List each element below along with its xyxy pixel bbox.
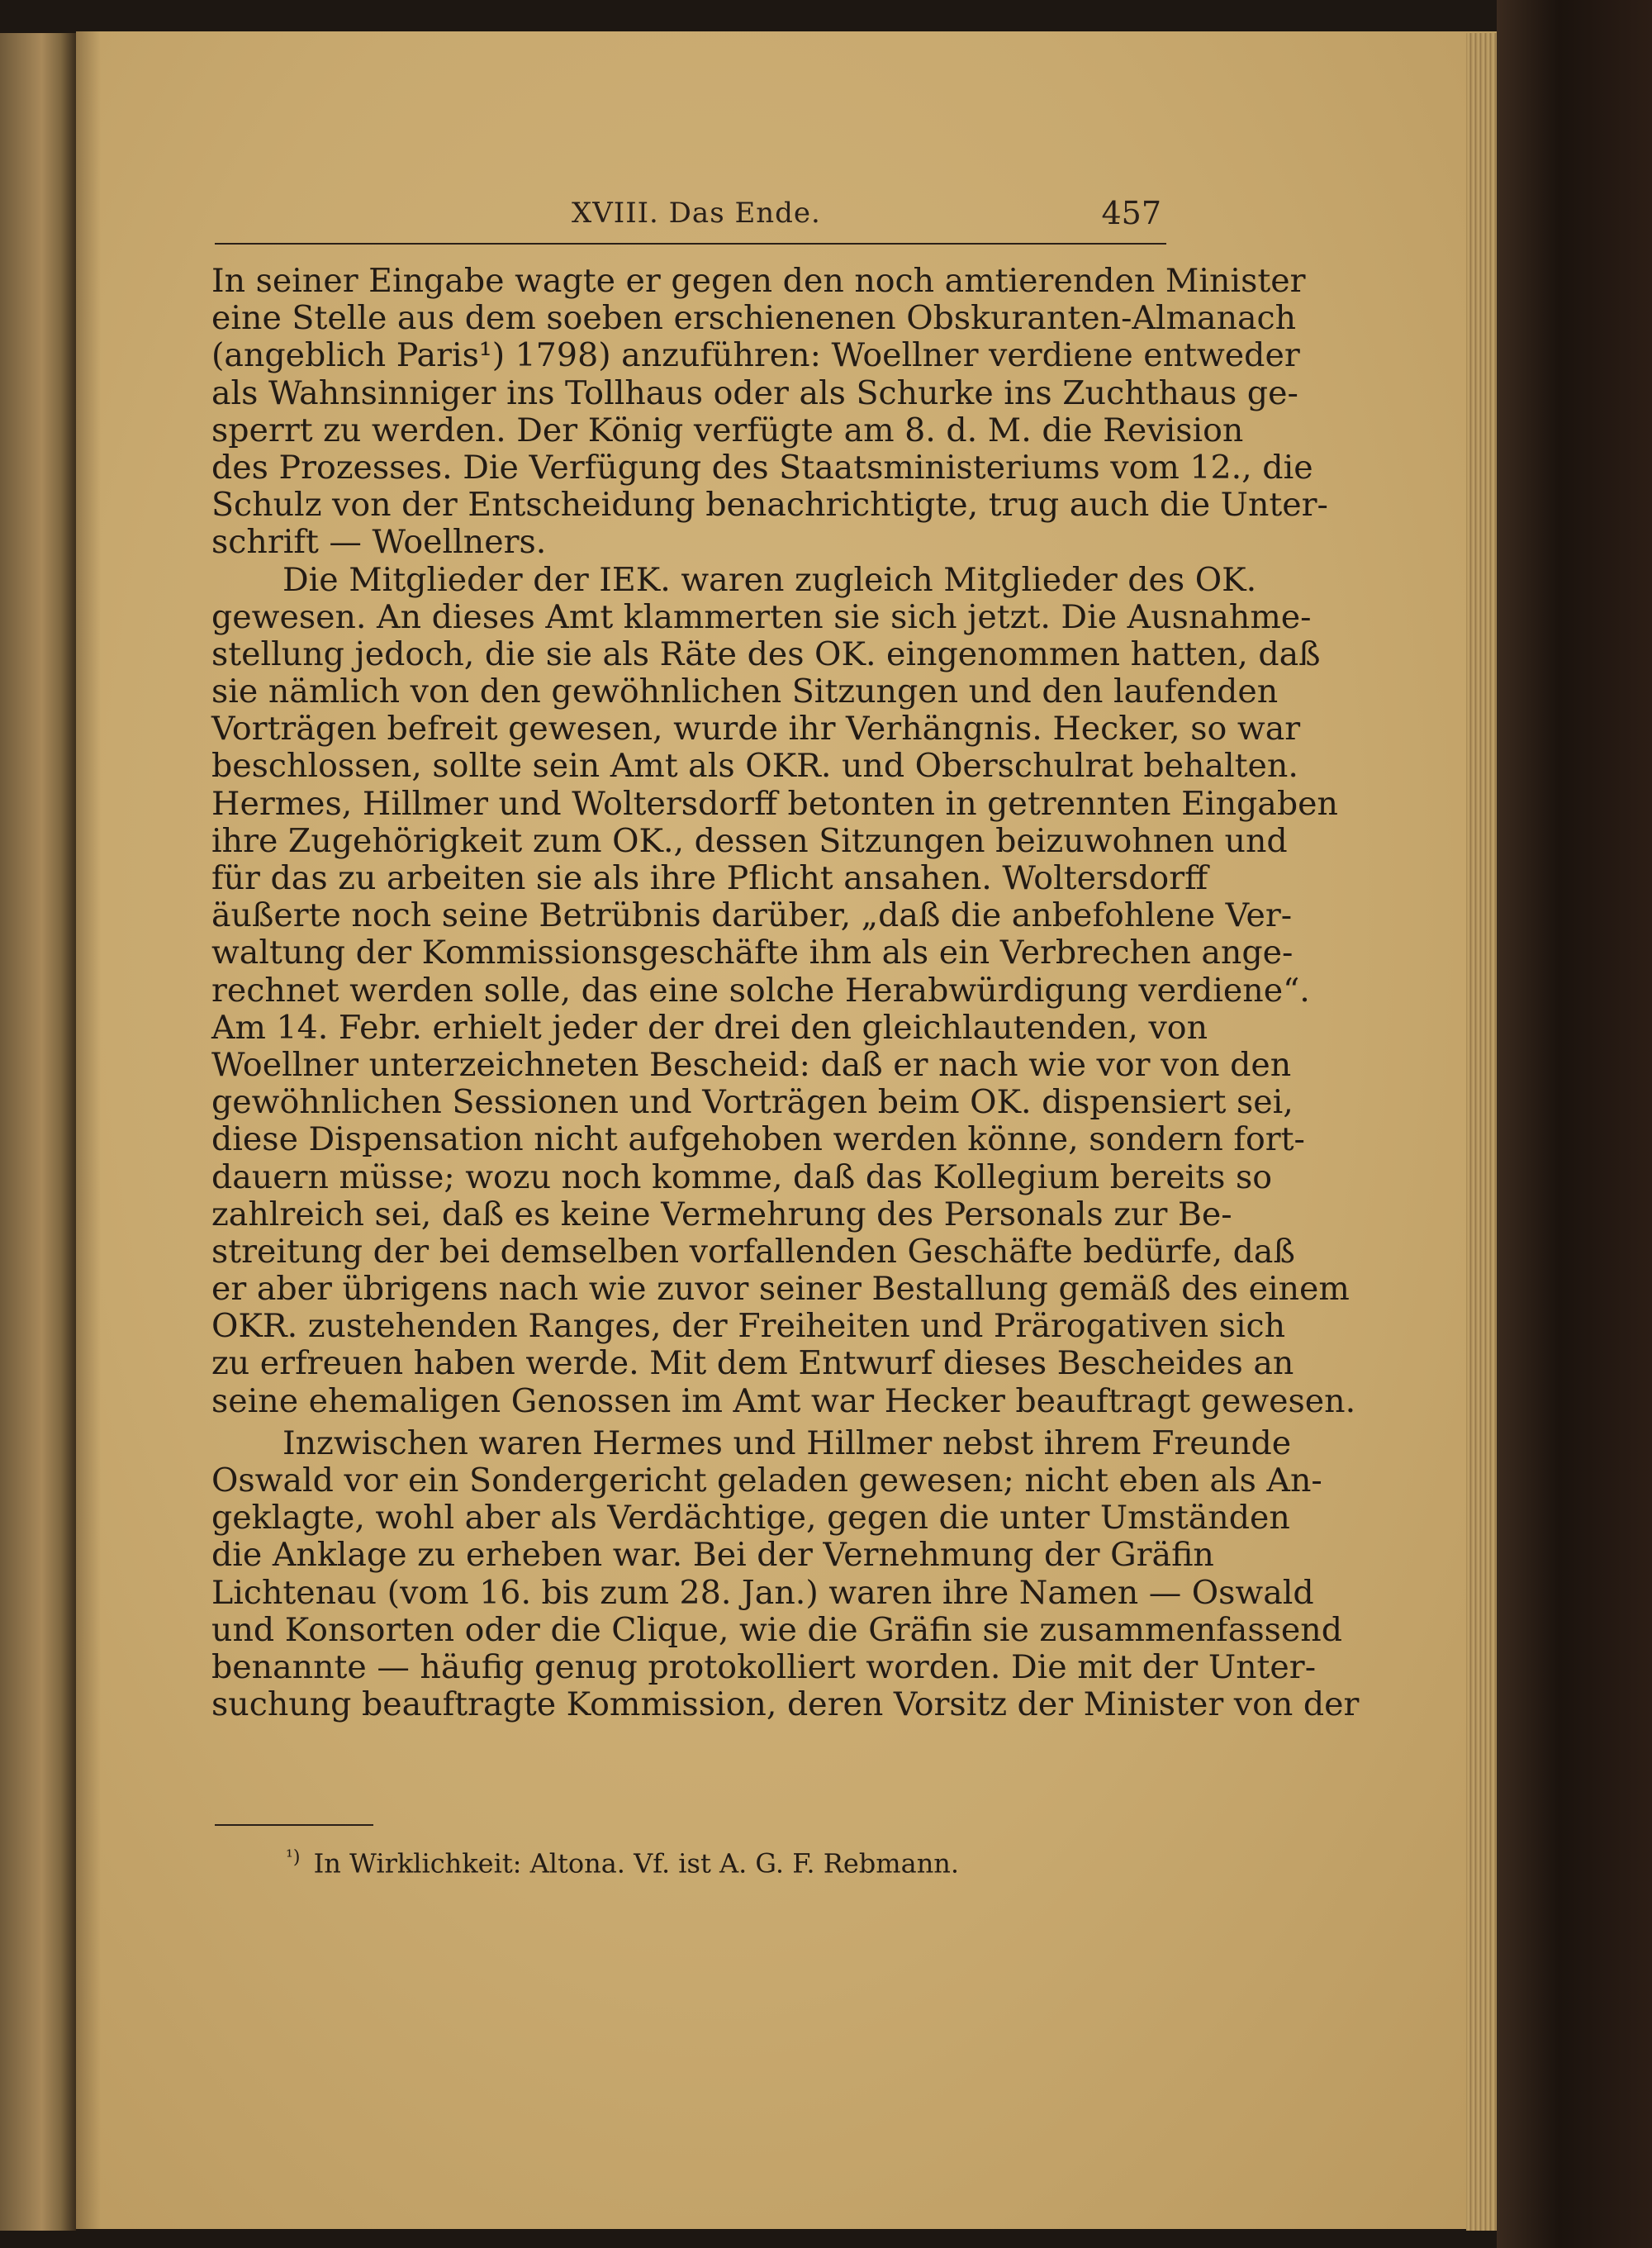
- body-text: [211, 262, 1360, 1724]
- text-line: Oswald vor ein Sondergericht geladen gewesen; nicht eben als An-: [211, 1461, 1322, 1499]
- text-line: als Wahnsinniger ins Tollhaus oder als Schurke ins Zuchthaus ge-: [211, 373, 1298, 412]
- text-line: streitung der bei demselben vorfallenden Geschäfte bedürfe, daß: [211, 1232, 1295, 1271]
- text-line: sie nämlich von den gewöhnlichen Sitzungen und den laufenden: [211, 672, 1279, 711]
- text-line: des Prozesses. Die Verfügung des Staatsministeriums vom 12., die: [211, 448, 1313, 487]
- footnote-mark: ¹): [286, 1847, 301, 1868]
- text-line: Woellner unterzeichneten Bescheid: daß er nach wie vor von den: [211, 1045, 1292, 1084]
- text-line: Die Mitglieder der IEK. waren zugleich Mitglieder des OK.: [282, 560, 1257, 599]
- text-line: In seiner Eingabe wagte er gegen den noch amtierenden Minister: [211, 262, 1306, 300]
- text-line: sperrt zu werden. Der König verfügte am 8. d. M. die Revision: [211, 411, 1244, 449]
- text-line: er aber übrigens nach wie zuvor seiner Bestallung gemäß des einem: [211, 1270, 1350, 1309]
- text-line: Lichtenau (vom 16. bis zum 28. Jan.) waren ihre Namen — Oswald: [211, 1573, 1314, 1612]
- text-line: für das zu arbeiten sie als ihre Pflicht ansahen. Woltersdorff: [211, 859, 1208, 897]
- text-line: Vorträgen befreit gewesen, wurde ihr Verhängnis. Hecker, so war: [211, 710, 1301, 749]
- text-line: OKR. zustehenden Ranges, der Freiheiten und Prärogativen sich: [211, 1307, 1286, 1346]
- text-line: gewesen. An dieses Amt klammerten sie sich jetzt. Die Ausnahme-: [211, 597, 1312, 636]
- text-line: gewöhnlichen Sessionen und Vorträgen beim OK. dispensiert sei,: [211, 1083, 1294, 1122]
- text-line: schrift — Woellners.: [211, 523, 547, 562]
- left-page-edge: [0, 33, 76, 2231]
- footnote: [286, 1847, 959, 1880]
- page-fore-edge: [1466, 33, 1497, 2231]
- text-line: Inzwischen waren Hermes und Hillmer nebst ihrem Freunde: [282, 1423, 1292, 1462]
- text-line: ihre Zugehörigkeit zum OK., dessen Sitzungen beizuwohnen und: [211, 821, 1288, 860]
- book-cover: [1497, 0, 1652, 2248]
- text-line: rechnet werden solle, das eine solche Herabwürdigung verdiene“.: [211, 971, 1310, 1010]
- text-line: dauern müsse; wozu noch komme, daß das Kollegium bereits so: [211, 1157, 1273, 1196]
- running-head: [215, 192, 1166, 245]
- footnote-text: In Wirklichkeit: Altona. Vf. ist A. G. F. Rebmann.: [313, 1847, 960, 1880]
- text-line: Am 14. Febr. erhielt jeder der drei den gleichlautenden, von: [211, 1008, 1208, 1047]
- text-line: die Anklage zu erheben war. Bei der Vernehmung der Gräfin: [211, 1536, 1214, 1575]
- text-line: eine Stelle aus dem soeben erschienenen Obskuranten-Almanach: [211, 299, 1297, 338]
- text-line: stellung jedoch, die sie als Räte des OK. eingenommen hatten, daß: [211, 634, 1321, 673]
- text-line: Schulz von der Entscheidung benachrichtigte, trug auch die Unter-: [211, 486, 1328, 525]
- page-gutter-shadow: [76, 31, 101, 2229]
- text-line: diese Dispensation nicht aufgehoben werden könne, sondern fort-: [211, 1120, 1305, 1159]
- text-line: zahlreich sei, daß es keine Vermehrung des Personals zur Be-: [211, 1195, 1232, 1233]
- footnote-rule: [215, 1824, 373, 1826]
- text-line: äußerte noch seine Betrübnis darüber, „daß die anbefohlene Ver-: [211, 896, 1293, 935]
- text-line: (angeblich Paris¹) 1798) anzuführen: Woellner verdiene entweder: [211, 336, 1300, 375]
- page-number: 457: [1101, 195, 1161, 231]
- text-line: beschlossen, sollte sein Amt als OKR. und Oberschulrat behalten.: [211, 747, 1298, 786]
- chapter-title: XVIII. Das Ende.: [572, 197, 821, 230]
- text-line: waltung der Kommissionsgeschäfte ihm als ein Verbrechen ange-: [211, 934, 1294, 972]
- text-line: Hermes, Hillmer und Woltersdorff betonten in getrennten Eingaben: [211, 784, 1338, 823]
- text-line: und Konsorten oder die Clique, wie die Gräfin sie zusammenfassend: [211, 1610, 1342, 1649]
- text-line: suchung beauftragte Kommission, deren Vorsitz der Minister von der: [211, 1685, 1360, 1724]
- text-line: seine ehemaligen Genossen im Amt war Hecker beauftragt gewesen.: [211, 1381, 1356, 1420]
- text-line: geklagte, wohl aber als Verdächtige, gegen die unter Umständen: [211, 1499, 1290, 1537]
- text-line: benannte — häufig genug protokolliert worden. Die mit der Unter-: [211, 1647, 1317, 1686]
- text-line: zu erfreuen haben werde. Mit dem Entwurf dieses Bescheides an: [211, 1344, 1294, 1383]
